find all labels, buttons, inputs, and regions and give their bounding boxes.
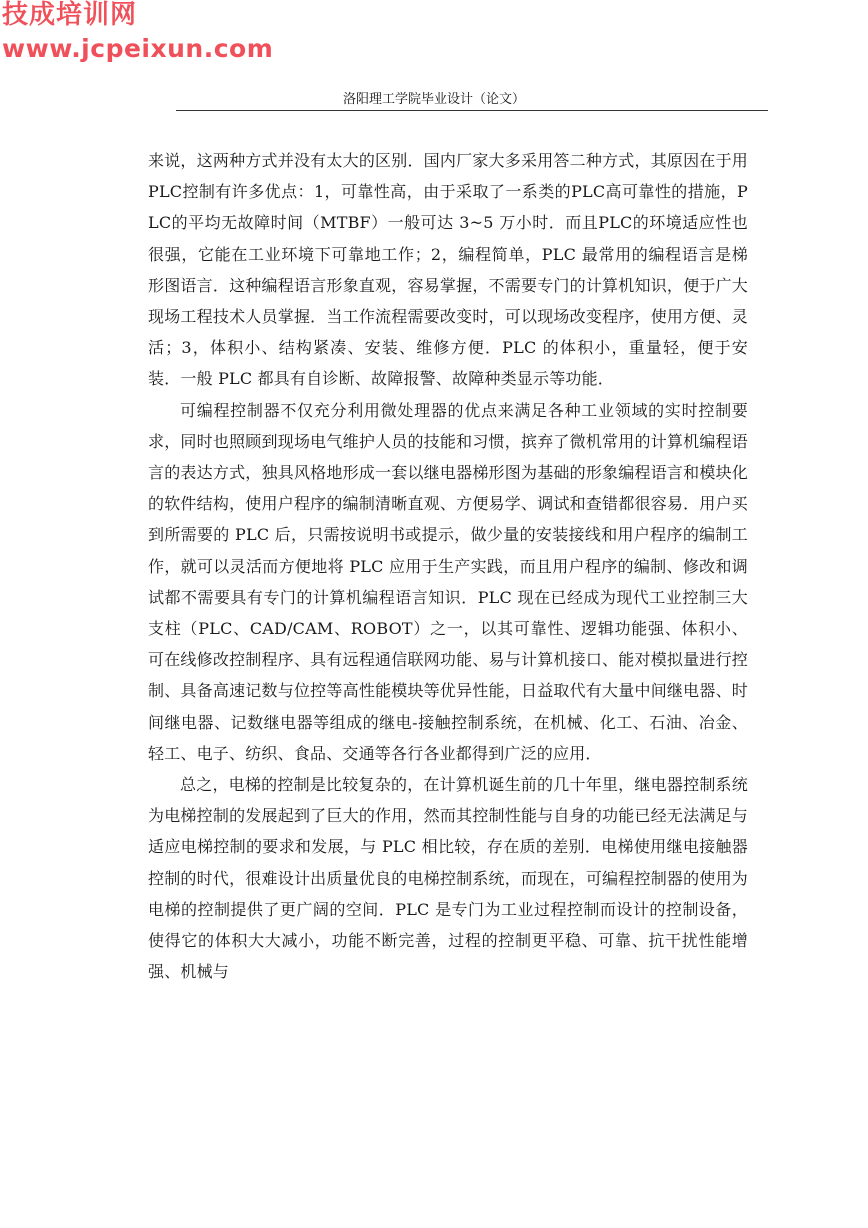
header-rule — [176, 110, 768, 111]
watermark-site-name: 技成培训网 — [2, 0, 138, 30]
paragraph-summary: 总之，电梯的控制是比较复杂的，在计算机诞生前的几十年里，继电器控制系统为电梯控制的发展起到了巨大的作用，然而其控制性能与自身的功能已经无法满足与适应电梯控制的要求和发展，与 PLC 相比较，存在质的差别．电梯使用继电接触器控制的时代，很难设计出质量优良的电梯控制系统，而现在，可编程控制器的使用为电梯的控制提供了更广阔的空间．PLC 是专门为工业过程控制而设计的控制设备，使得它的体积大大减小，功能不断完善，过程的控制更平稳、可靠、抗干扰性能增强、机械与 — [148, 775, 748, 982]
running-header: 洛阳理工学院毕业设计（论文） — [342, 92, 525, 107]
paragraph-plc-advantages: 可编程控制器不仅充分利用微处理器的优点来满足各种工业领域的实时控制要求，同时也照顾到现场电气维护人员的技能和习惯，摈弃了微机常用的计算机编程语言的表达方式，独具风格地形成一套以继电器梯形图为基础的形象编程语言和模块化的软件结构，使用户程序的编制清晰直观、方便易学、调试和查错都很容易．用户买到所需要的 PLC 后，只需按说明书或提示，做少量的安装接线和用户程序的编制工作，就可以灵活而方便地将 PLC 应用于生产实践，而且用户程序的编制、修改和调试都不需要具有专门的计算机编程语言知识．PLC 现在已经成为现代工业控制三大支柱（PLC、CAD/CAM、ROBOT）之一，以其可靠性、逻辑功能强、体积小、可在线修改控制程序、具有远程通信联网功能、易与计算机接口、能对模拟量进行控制、具备高速记数与位控等高性能模块等优异性能，日益取代有大量中间继电器、时间继电器、记数继电器等组成的继电-接触控制系统，在机械、化工、石油、冶金、轻工、电子、纺织、食品、交通等各行各业都得到广泛的应用． — [148, 400, 748, 763]
document-body — [148, 145, 748, 987]
watermark-logo — [2, 2, 273, 61]
watermark-url: www.jcpeixun.com — [2, 34, 274, 63]
paragraph-continuation: 来说，这两种方式并没有太大的区别．国内厂家大多采用答二种方式，其原因在于用PLC控制有许多优点：1，可靠性高，由于采取了一系类的PLC高可靠性的措施，PLC的平均无故障时间（MTBF）一般可达 3~5 万小时．而且PLC的环境适应性也很强，它能在工业环境下可靠地工作；2，编程简单，PLC 最常用的编程语言是梯形图语言．这种编程语言形象直观，容易掌握，不需要专门的计算机知识，便于广大现场工程技术人员掌握．当工作流程需要改变时，可以现场改变程序，使用方便、灵活；3，体积小、结构紧凑、安装、维修方便．PLC 的体积小，重量轻，便于安装．一般 PLC 都具有自诊断、故障报警、故障种类显示等功能． — [148, 151, 748, 389]
